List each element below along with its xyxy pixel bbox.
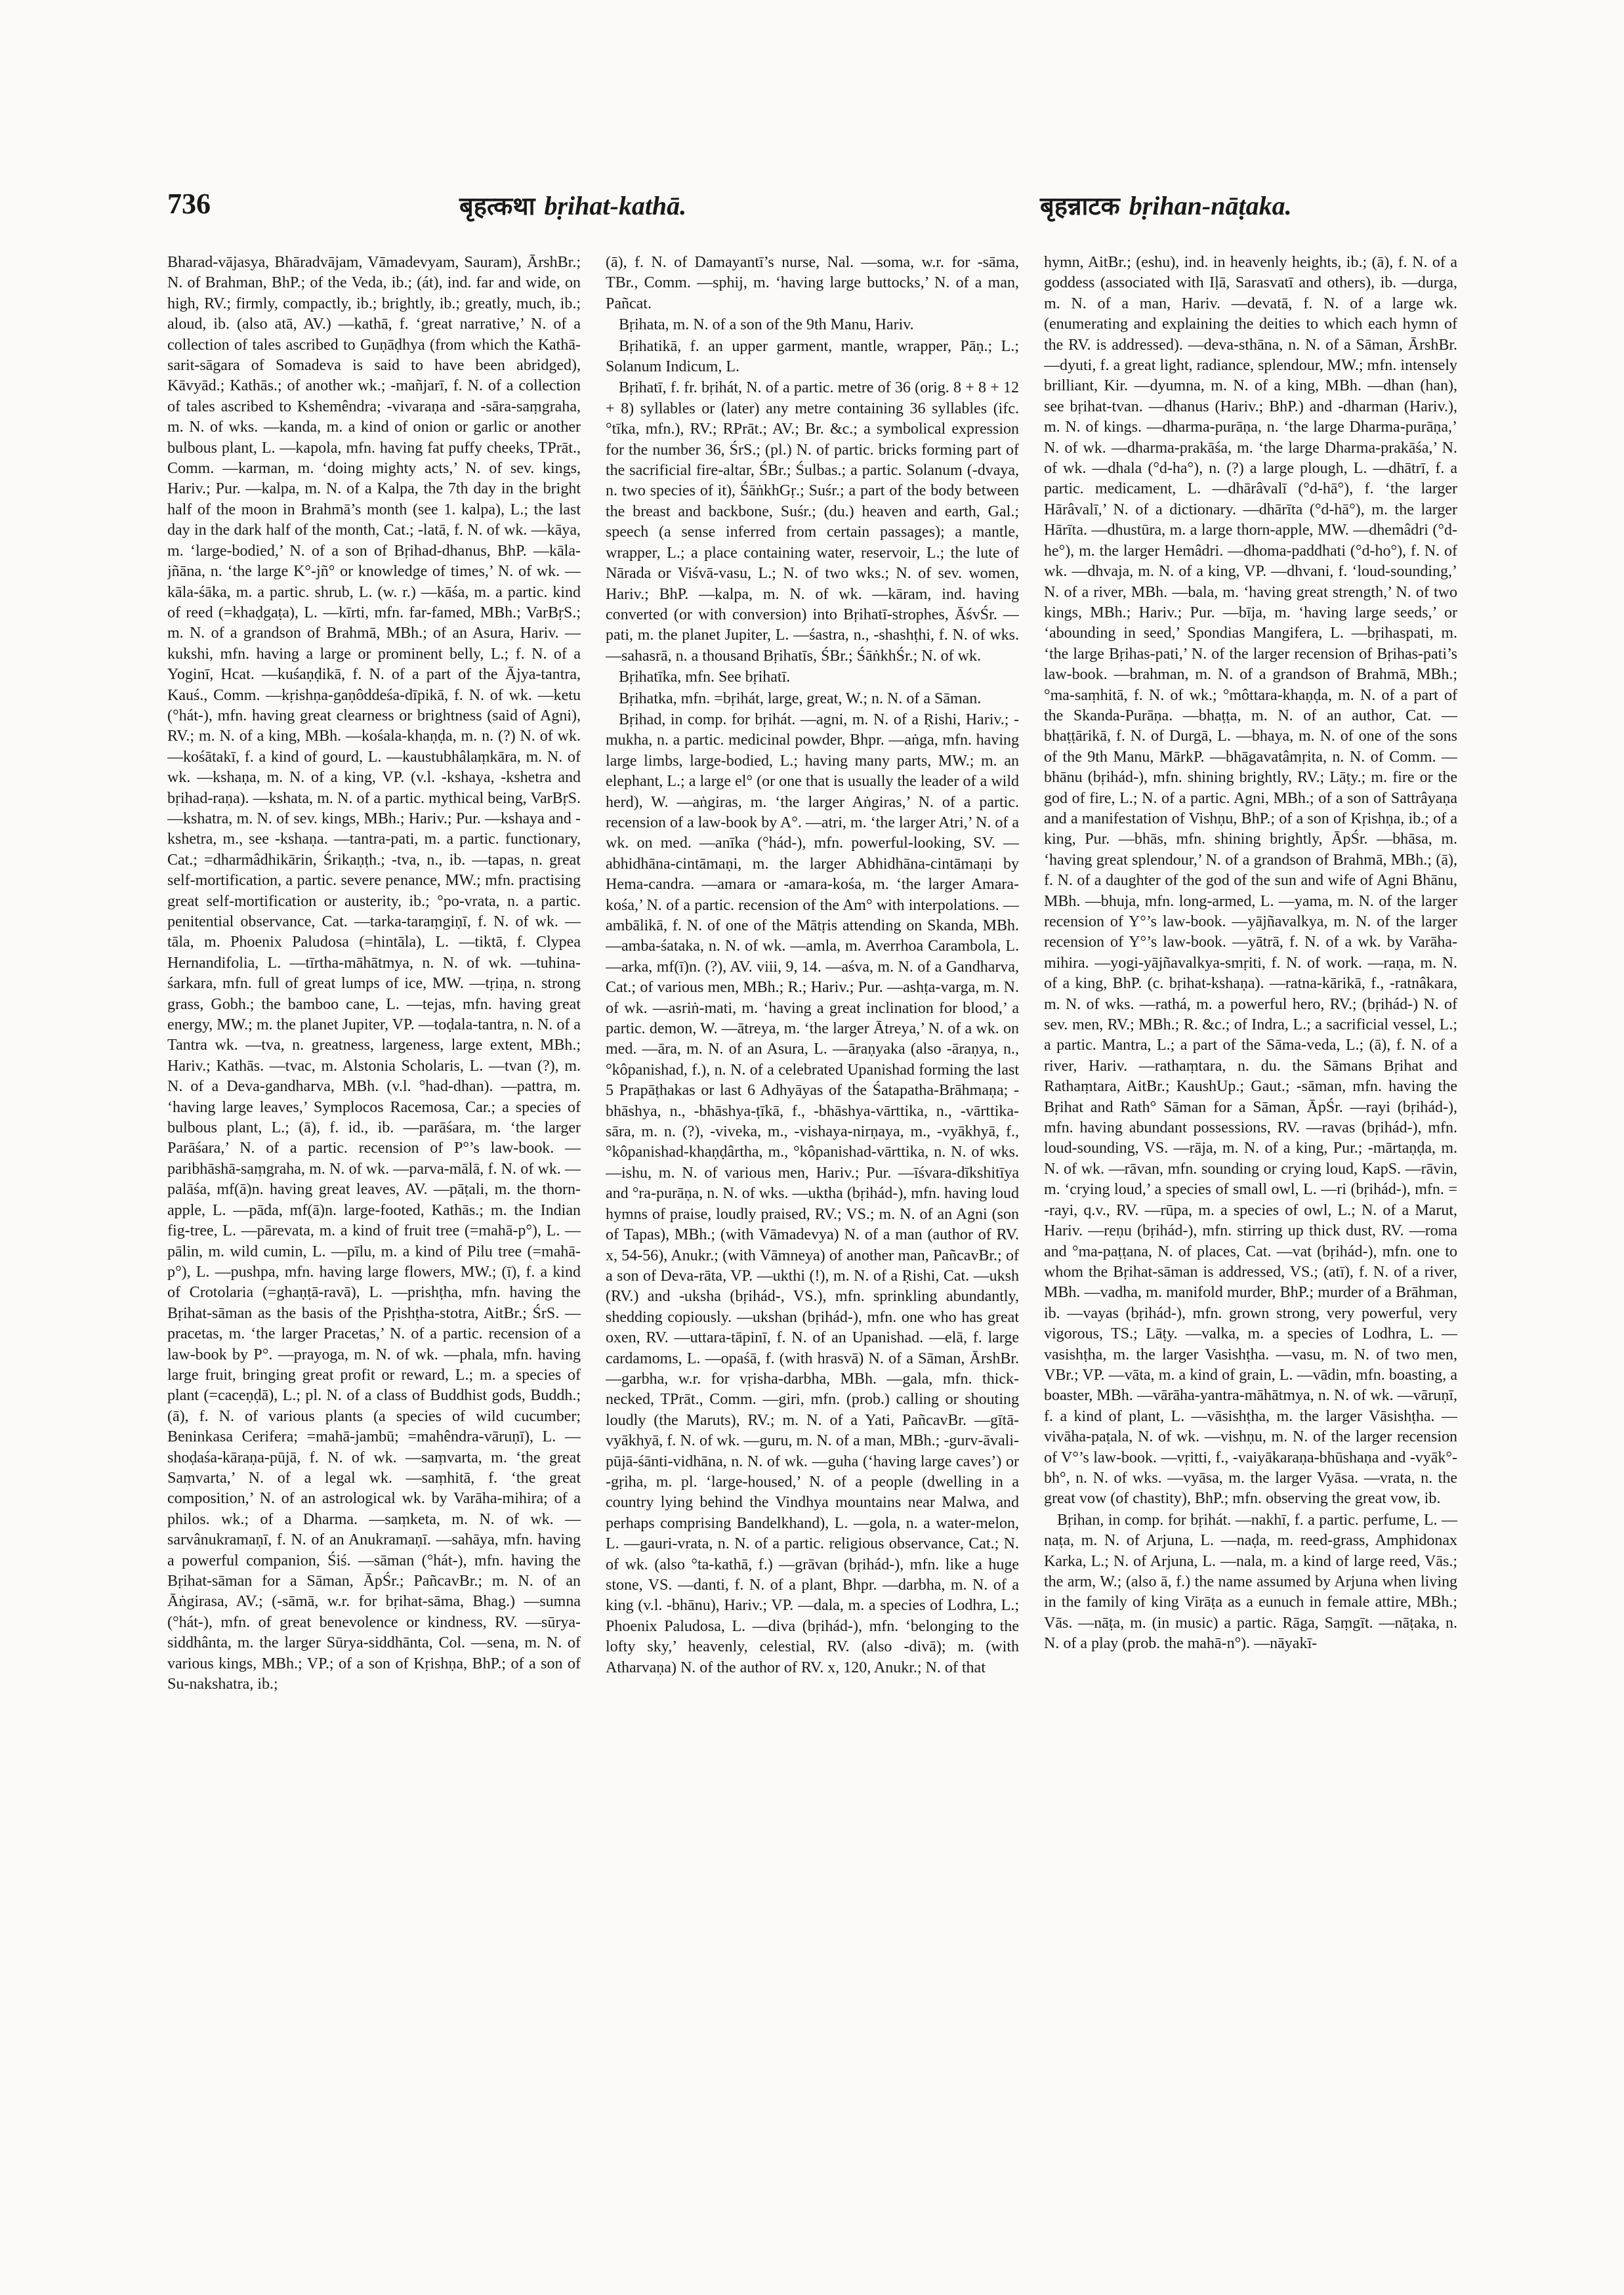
entry-paragraph: hymn, AitBr.; (eshu), ind. in heavenly heights, ib.; (ā), f. N. of a goddess (associated with Iḷā, Sarasvatī and others), ib. —durga, m. N. of a man, Hariv. —devatā, f. N. of a large wk. (enumerating and explaining the deities to which each hymn of the RV. is addressed). —deva-sthāna, n. N. of a Sāman, ĀrshBr. —dyuti, f. a great light, radiance, splendour, MW.; mfn. intensely brilliant, Kir. —dyumna, m. N. of a king, MBh. —dhan (han), see bṛihat-tvan. —dhanus (Hariv.; BhP.) and -dharman (Hariv.), m. N. of kings. —dharma-purāṇa, n. ‘the large Dharma-purāṇa,’ N. of wk. —dharma-prakāśa, m. ‘the large Dharma-prakāśa,’ N. of wk. —dhala (°d-ha°), n. (?) a large plough, L. —dhātrī, f. a partic. medicament, L. —dhārâvalī (°d-hā°), f. ‘the larger Hārâvalī,’ N. of a dictionary. —dhārīta (°d-hā°), m. the larger Hārīta. —dhustūra, m. a large thorn-apple, MW. —dhemâdri (°d-he°), m. the larger Hemâdri. —dhoma-paddhati (°d-ho°), f. N. of wk. —dhvaja, m. N. of a king, VP. —dhvani, f. ‘loud-sounding,’ N. of a river, MBh. —bala, m. ‘having great strength,’ N. of two kings, MBh.; Hariv.; Pur. —bīja, m. ‘having large seeds,’ or ‘abounding in seed,’ Spondias Mangifera, L. —bṛihaspati, m. ‘the large Bṛihas-pati,’ N. of the larger recension of Bṛihas-pati’s law-book. —brahman, m. N. of a grandson of Brahmā, MBh.; °ma-saṃhitā, f. N. of wk.; °môttara-khaṇḍa, m. N. of a part of the Skanda-Purāṇa. —bhaṭṭa, m. N. of an author, Cat. —bhaṭṭārikā, f. N. of Durgā, L. —bhaya, m. N. of one of the sons of the 9th Manu, MārkP. —bhāgavatâmṛita, n. N. of Comm. —bhānu (bṛihád-), mfn. shining brightly, RV.; Lāṭy.; m. fire or the god of fire, L.; N. of a partic. Agni, MBh.; of a son of Sattrâyaṇa and a manifestation of Vishṇu, BhP.; of a son of Kṛishṇa, ib.; of a king, Pur. —bhās, mfn. shining brightly, ĀpŚr. —bhāsa, m. ‘having great splendour,’ N. of a grandson of Brahmā, MBh.; (ā), f. N. of a daughter of the god of the sun and wife of Agni Bhānu, MBh. —bhuja, mfn. long-armed, L. —yama, m. N. of the larger recension of Y°’s law-book. —yājñavalkya, m. N. of the larger recension of Y°’s law-book. —yātrā, f. N. of a wk. by Varāha-mihira. —yogi-yājñavalkya-smṛiti, f. N. of work. —raṇa, m. N. of a king, BhP. (c. bṛihat-kshaṇa). —ratna-kārikā, f., -ratnâkara, m. N. of wks. —rathá, m. a powerful hero, RV.; (bṛihád-) N. of sev. men, RV.; MBh.; R. &c.; of Indra, L.; a sacrificial vessel, L.; a partic. Mantra, L.; a part of the Sāma-veda, L.; (ā), f. N. of a river, Hariv. —rathaṃtara, n. du. the Sāmans Bṛihat and Rathaṃtara, AitBr.; KaushUp.; Gaut.; -sāman, mfn. having the Bṛihat and Rath° Sāman for a Sāman, ĀpŚr. —rayi (bṛihád-), mfn. having abundant possessions, RV. —ravas (bṛihád-), mfn. loud-sounding, VS. —rāja, m. N. of a king, Pur.; -mārtaṇḍa, m. N. of wk. —rāvan, mfn. sounding or crying loud, KapS. —rāvin, m. ‘crying loud,’ a species of small owl, L. —ri (bṛihád-), mfn. = -rayi, q.v., RV. —rūpa, m. a species of owl, L.; N. of a Marut, Hariv. —reṇu (bṛihád-), mfn. stirring up thick dust, RV. —roma and °ma-paṭṭana, N. of places, Cat. —vat (bṛihád-), mfn. one to whom the Bṛihat-sāman is addressed, VS.; (atī), f. N. of a river, MBh. —vadha, m. manifold murder, BhP.; murder of a Brāhman, ib. —vayas (bṛihád-), mfn. grown strong, very powerful, very vigorous, TS.; Lāṭy. —valka, m. a species of Lodhra, L. —vasishṭha, m. the larger Vasishṭha. —vasu, m. N. of two men, VBr.; VP. —vāta, m. a kind of grain, L. —vādin, mfn. boasting, a boaster, MBh. —vārāha-yantra-māhātmya, n. N. of wk. —vāruṇī, f. a kind of plant, L. —vāsishṭha, m. the larger Vāsishṭha. —vivāha-paṭala, N. of wk. —vishṇu, m. N. of the larger recension of V°’s law-book. —vṛitti, f., -vaiyākaraṇa-bhūshaṇa and -vyāk°-bh°, n. N. of wks. —vyāsa, m. the larger Vyāsa. —vrata, n. the great vow (of chastity), BhP.; mfn. observing the great vow, ib.	[1044, 254, 1457, 1508]
entry-paragraph: Bṛihatīka, mfn. See bṛihatī.	[619, 669, 791, 686]
page-header	[167, 187, 1463, 233]
left-running-headword	[459, 188, 686, 222]
column-3	[1044, 253, 1457, 2201]
column-1	[167, 253, 581, 2201]
entry-paragraph: (ā), f. N. of Damayantī’s nurse, Nal. —soma, w.r. for -sāma, TBr., Comm. —sphij, m. ‘having large buttocks,’ N. of a man, Pañcat.	[606, 254, 1019, 312]
entry-paragraph: Bṛihatka, mfn. =bṛihát, large, great, W.; n. N. of a Sāman.	[619, 690, 982, 707]
dictionary-columns	[167, 253, 1463, 2201]
entry-paragraph: Bṛihatī, f. fr. bṛihát, N. of a partic. metre of 36 (orig. 8 + 8 + 12 + 8) syllables or (later) any metre containing 36 syllables (ifc. °tīka, mfn.), RV.; RPrāt.; AV.; Br. &c.; a symbolical expression for the number 36, ŚrS.; (pl.) N. of partic. bricks forming part of the sacrificial fire-altar, ŚBr.; Śulbas.; a partic. Solanum (-dvaya, n. two species of it), ŚāṅkhGṛ.; Suśr.; a part of the body between the breast and backbone, Suśr.; (du.) heaven and earth, Gal.; speech (a sense inferred from certain passages); a mantle, wrapper, L.; a place containing water, reservoir, L.; the lute of Nārada or Viśvā-vasu, L.; N. of two wks.; N. of sev. women, Hariv.; BhP. —kalpa, m. N. of wk. —kāram, ind. having converted (or with conversion) into Bṛihatī-strophes, ĀśvŚr. —pati, m. the planet Jupiter, L. —śastra, n., -shashṭhi, f. N. of wks. —sahasrā, n. a thousand Bṛihatīs, ŚBr.; ŚāṅkhŚr.; N. of wk.	[606, 379, 1019, 665]
column-2	[606, 253, 1019, 2201]
entry-paragraph: Bṛihad, in comp. for bṛihát. —agni, m. N. of a Ṛishi, Hariv.; -mukha, n. a partic. medicinal powder, Bhpr. —aṅga, mfn. having large limbs, large-bodied, L.; having many parts, MW.; m. an elephant, L.; a large el° (or one that is usually the leader of a wild herd), W. —aṅgiras, m. ‘the larger Aṅgiras,’ N. of a partic. recension of a law-book by A°. —atri, m. ‘the larger Atri,’ N. of a wk. on med. —anīka (°hád-), mfn. powerful-looking, SV. —abhidhāna-cintāmaṇi, m. the larger Abhidhāna-cintāmaṇi by Hema-candra. —amara or -amara-kośa, m. ‘the larger Amara-kośa,’ N. of a partic. recension of the Am° with interpolations. —ambālikā, f. N. of one of the Mātṛis attending on Skanda, MBh. —amba-śataka, n. N. of wk. —amla, m. Averrhoa Carambola, L. —arka, mf(ī)n. (?), AV. viii, 9, 14. —aśva, m. N. of a Gandharva, Cat.; of various men, MBh.; R.; Hariv.; Pur. —ashṭa-varga, m. N. of wk. —asriṅ-mati, m. ‘having a great inclination for blood,’ a partic. demon, W. —ātreya, m. ‘the larger Ātreya,’ N. of a wk. on med. —āra, m. N. of an Asura, L. —āraṇyaka (also -āraṇya, n., °kôpanishad, f.), n. N. of a celebrated Upanishad forming the last 5 Prapāṭhakas or last 6 Adhyāyas of the Śatapatha-Brāhmaṇa; -bhāshya, n., -bhāshya-ṭīkā, f., -bhāshya-vārttika, n., -vārttika-sāra, m. n. (?), -viveka, m., -vishaya-nirṇaya, m., -vyākhyā, f., °kôpanishad-khaṇḍârtha, m., °kôpanishad-vārttika, n. N. of wks. —ishu, m. N. of various men, Hariv.; Pur. —īśvara-dīkshitīya and °ra-purāṇa, n. N. of wks. —uktha (bṛihád-), mfn. having loud hymns of praise, loudly praised, RV.; VS.; m. N. of an Agni (son of Tapas), MBh.; (with Vāmadevya) N. of a man (author of RV. x, 54-56), Anukr.; (with Vāmneya) of another man, PañcavBr.; of a son of Deva-rāta, VP. —ukthi (!), m. N. of a Ṛishi, Cat. —uksh (RV.) and -uksha (bṛihád-, VS.), mfn. sprinkling abundantly, shedding copiously. —ukshan (bṛihád-), mfn. one who has great oxen, RV. —uttara-tāpinī, f. N. of an Upanishad. —elā, f. large cardamoms, L. —opaśā, f. (with hrasvā) N. of a Sāman, ĀrshBr. —garbha, w.r. for vṛisha-darbha, MBh. —gala, mfn. thick-necked, TPrāt., Comm. —giri, mfn. (prob.) calling or shouting loudly (the Maruts), RV.; m. N. of a Yati, PañcavBr. —gītā-vyākhyā, f. N. of wk. —guru, m. N. of a man, MBh.; -gurv-āvali-pūjā-śānti-vidhāna, n. N. of wk. —guha (‘having large caves’) or -gṛiha, m. pl. ‘large-housed,’ N. of a people (dwelling in a country lying behind the Vindhya mountains near Malwa, and perhaps comprising Bandelkhand), L. —gola, n. a water-melon, L. —gauri-vrata, n. N. of a partic. religious observance, Cat.; N. of wk. (also °ta-kathā, f.) —grāvan (bṛihád-), mfn. like a huge stone, VS. —danti, f. N. of a plant, Bhpr. —darbha, m. N. of a king (v.l. -bhānu), Hariv.; VP. —dala, m. a species of Lodhra, L.; Phoenix Paludosa, L. —diva (bṛihád-), mfn. ‘belonging to the lofty sky,’ heavenly, celestial, RV. (also -divā); m. (with Atharvaṇa) N. of the author of RV. x, 120, Anukr.; N. of that	[606, 711, 1019, 1676]
entry-paragraph: Bṛihan, in comp. for bṛihát. —nakhī, f. a partic. perfume, L. —naṭa, m. N. of Arjuna, L. —naḍa, m. reed-grass, Amphidonax Karka, L.; N. of Arjuna, L. —nala, m. a kind of large reed, Vās.; the arm, W.; (also ā, f.) the name assumed by Arjuna when living in the family of king Virāṭa as a eunuch in female attire, MBh.; Vās. —nāṭa, m. (in music) a partic. Rāga, Saṃgīt. —nāṭaka, n. N. of a play (prob. the mahā-n°). —nāyakī-	[1044, 1511, 1457, 1653]
entry-paragraph: Bṛihata, m. N. of a son of the 9th Manu, Hariv.	[619, 316, 914, 334]
entry-paragraph: Bharad-vājasya, Bhāradvājam, Vāmadevyam, Sauram), ĀrshBr.; N. of Brahman, BhP.; of the Veda, ib.; (át), ind. far and wide, on high, RV.; firmly, compactly, ib.; brightly, ib.; greatly, much, ib.; aloud, ib. (also atā, AV.) —kathā, f. ‘great narrative,’ N. of a collection of tales ascribed to Guṇāḍhya (from which the Kathā-sarit-sāgara of Somadeva is said to have been abridged), Kāvyād.; Kathās.; of another wk.; -mañjarī, f. N. of a collection of tales ascribed to Kshemêndra; -vivaraṇa and -sāra-saṃgraha, m. N. of wks. —kanda, m. a kind of onion or garlic or another bulbous plant, L. —kapola, mfn. having fat puffy cheeks, TPrāt., Comm. —karman, m. ‘doing mighty acts,’ N. of sev. kings, Hariv.; Pur. —kalpa, m. N. of a Kalpa, the 7th day in the bright half of the moon in Brahmā’s month (see 1. kalpa), L.; the last day in the dark half of the month, Cat.; -latā, f. N. of wk. —kāya, m. ‘large-bodied,’ N. of a son of Bṛihad-dhanus, BhP. —kāla-jñāna, n. ‘the large K°-jñ° or knowledge of times,’ N. of wk. —kāla-śāka, m. a partic. shrub, L. (w. r.) —kāśa, m. a partic. kind of reed (=khaḍgaṭa), L. —kīrti, mfn. far-famed, MBh.; VarBṛS.; m. N. of a grandson of Brahmā, MBh.; of an Asura, Hariv. —kukshi, mfn. having a large or prominent belly, L.; f. N. of a Yoginī, Hcat. —kuśaṇḍikā, f. N. of a part of the Ājya-tantra, Kauś., Comm. —kṛishṇa-gaṇôddeśa-dīpikā, f. N. of wk. —ketu (°hát-), mfn. having great clearness or brightness (said of Agni), RV.; m. N. of a king, MBh. —kośala-khaṇḍa, m. n. (?) N. of wk. —kośātakī, f. a kind of gourd, L. —kaustubhâlaṃkāra, m. N. of wk. —kshaṇa, m. N. of a king, VP. (v.l. -kshaya, -kshetra and bṛihad-raṇa). —kshata, m. N. of a partic. mythical being, VarBṛS. —kshatra, m. N. of sev. kings, MBh.; Hariv.; Pur. —kshaya and -kshetra, m., see -kshaṇa. —tantra-pati, m. a partic. functionary, Cat.; =dharmâdhikārin, Śrikaṇṭh.; -tva, n., ib. —tapas, n. great self-mortification, a partic. severe penance, MW.; mfn. practising great self-mortification or austerity, ib.; °po-vrata, n. a partic. penitential observance, Cat. —tarka-taraṃgiṇī, f. N. of wk. —tāla, m. Phoenix Paludosa (=hintāla), L. —tiktā, f. Clypea Hernandifolia, L. —tīrtha-māhātmya, n. N. of wk. —tuhina-śarkara, mfn. full of great lumps of ice, MW. —tṛiṇa, n. strong grass, Gobh.; the bamboo cane, L. —tejas, mfn. having great energy, MW.; m. the planet Jupiter, VP. —toḍala-tantra, n. N. of a Tantra wk. —tva, n. greatness, largeness, large extent, MBh.; Hariv.; Kathās. —tvac, m. Alstonia Scholaris, L. —tvan (?), m. N. of a Deva-gandharva, MBh. (v.l. °had-dhan). —pattra, m. ‘having large leaves,’ Symplocos Racemosa, Car.; a species of bulbous plant, L.; (ā), f. id., ib. —parāśara, m. ‘the larger Parāśara,’ N. of a partic. recension of P°’s law-book. —paribhāshā-saṃgraha, m. N. of wk. —parva-mālā, f. N. of wk. —palāśa, mf(ā)n. having great leaves, AV. —pāṭali, m. the thorn-apple, L. —pāda, mf(ā)n. large-footed, Kathās.; m. the Indian fig-tree, L. —pārevata, m. a kind of fruit tree (=mahā-p°), L. —pālin, m. wild cumin, L. —pīlu, m. a kind of Pilu tree (=mahā-p°), L. —pushpa, mfn. having large flowers, MW.; (ī), f. a kind of Crotolaria (=ghaṇṭā-ravā), L. —prishṭha, mfn. having the Bṛihat-sāman as the basis of the Pṛishṭha-stotra, AitBr.; ŚrS. —pracetas, m. ‘the larger Pracetas,’ N. of a partic. recension of a law-book by P°. —prayoga, m. N. of wk. —phala, mfn. having large fruit, bringing great profit or reward, L.; m. a species of plant (=caceṇḍā), L.; pl. N. of a class of Buddhist gods, Buddh.; (ā), f. N. of various plants (a species of wild cucumber; Beninkasa Cerifera; =mahā-jambū; =mahêndra-vāruṇī), L. —shoḍaśa-kāraṇa-pūjā, f. N. of wk. —saṃvarta, m. ‘the great Saṃvarta,’ N. of a legal wk. —saṃhitā, f. ‘the great composition,’ N. of an astrological wk. by Varāha-mihira; of a philos. wk.; of a Dharma. —saṃketa, m. N. of wk. —sarvânukramaṇī, f. N. of an Anukramaṇī. —sahāya, mfn. having a powerful companion, Śiś. —sāman (°hát-), mfn. having the Bṛihat-sāman for a Sāman, ĀpŚr.; PañcavBr.; m. N. of an Āṅgirasa, AV.; (-sāmā, w.r. for bṛihat-sāma, Bhag.) —sumna (°hát-), mfn. of great benevolence or kindness, RV. —sūrya-siddhânta, m. the larger Sūrya-siddhānta, Col. —sena, m. N. of various kings, MBh.; VP.; of a son of Kṛishṇa, BhP.; of a son of Su-nakshatra, ib.;	[167, 254, 581, 1693]
right-headword-transliteration: bṛihan-nāṭaka.	[1129, 191, 1292, 220]
left-headword-devanagari: बृहत्कथा	[459, 192, 535, 220]
right-running-headword	[1040, 188, 1292, 222]
left-headword-transliteration: bṛihat-kathā.	[544, 191, 687, 220]
entry-paragraph: Bṛihatikā, f. an upper garment, mantle, wrapper, Pāṇ.; L.; Solanum Indicum, L.	[606, 337, 1019, 376]
page-number: 736	[167, 188, 211, 220]
right-headword-devanagari: बृहन्नाटक	[1040, 192, 1120, 220]
